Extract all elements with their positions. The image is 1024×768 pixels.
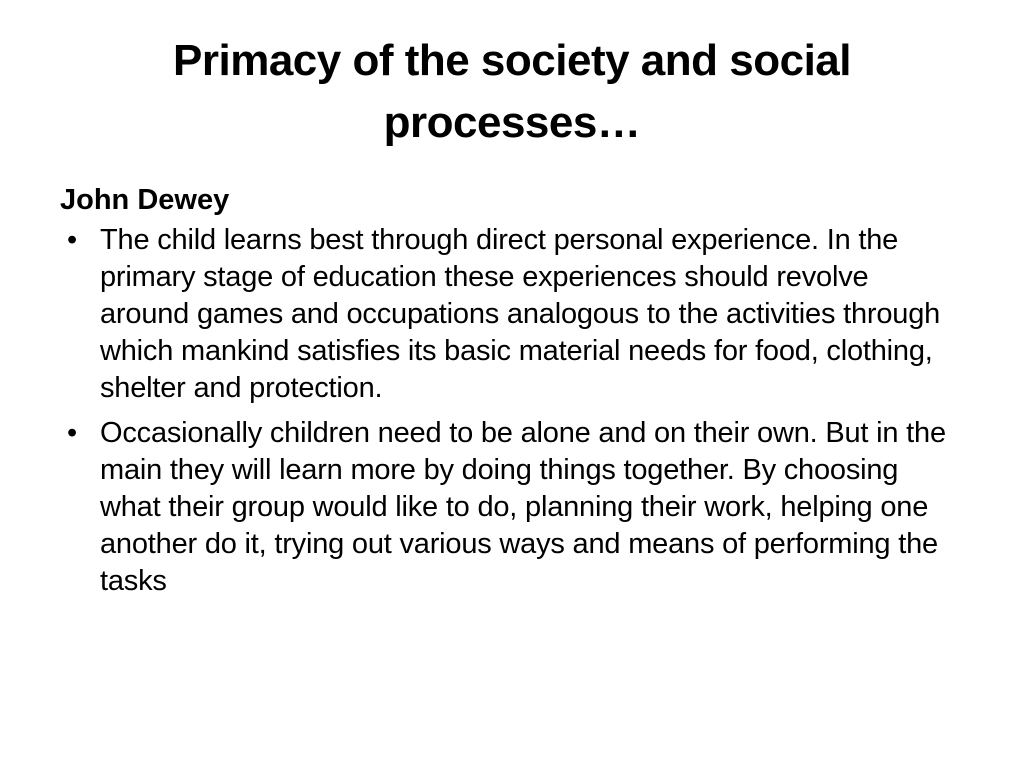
slide-title: Primacy of the society and social processes… [173,36,851,147]
slide-body [60,180,964,608]
bullet-text: Occasionally children need to be alone and on their own. But in the main they will learn more by doing things together. By choosing what their group would like to do, planning their work, helping one another do it, trying out various ways and means of performing the tasks [100,417,946,597]
bullet-icon: • [67,224,77,256]
bullet-list [60,222,964,600]
bullet-item [60,222,964,407]
bullet-text: The child learns best through direct personal experience. In the primary stage of education these experiences should revolve around games and occupations analogous to the activities through which mankind satisfies its basic material needs for food, clothing, shelter and protection. [100,224,941,404]
speaker-heading: John Dewey [60,184,230,216]
bullet-icon: • [67,417,77,449]
bullet-item [60,415,964,600]
